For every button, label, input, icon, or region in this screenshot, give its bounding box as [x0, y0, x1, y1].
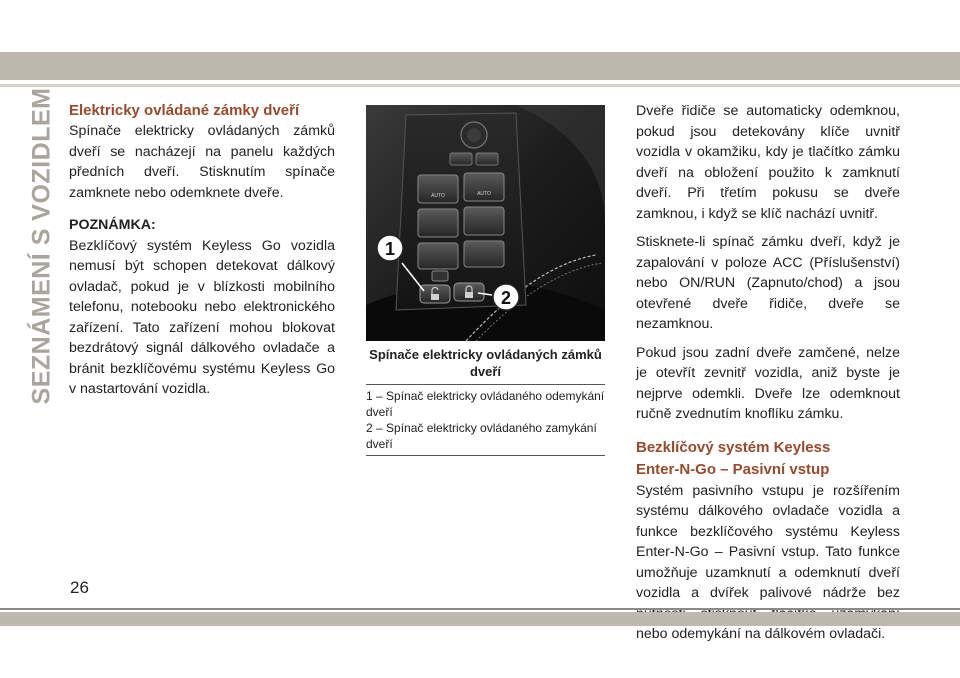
footer-band — [0, 612, 960, 626]
section-heading-power-locks: Elektricky ovládané zámky dveří — [69, 102, 300, 119]
figure-legend — [366, 388, 605, 452]
acc-paragraph: Stisknete-li spínač zámku dveří, když je zapalování v poloze ACC (Příslušenství) nebo ON/RUN (Zapnuto/chod) a jsou otevřené dveře řidiče, dveře se nezamknou. — [636, 234, 900, 332]
heading-line-1: Bezklíčový systém Keyless — [636, 438, 831, 456]
intro-paragraph: Spínače elektricky ovládaných zámků dveří se nacházejí na panelu každých předních dveří. Stisknutím spínače zamknete nebo odemknete dveře. — [69, 123, 335, 201]
svg-text:2: 2 — [500, 288, 512, 308]
top-margin — [0, 0, 960, 60]
footer-rule — [0, 608, 960, 610]
page-number: 26 — [70, 578, 89, 597]
auto-label: AUTO — [477, 191, 491, 197]
legend-item-1: 1 – Spínač elektricky ovládaného odemykání dveří — [366, 389, 605, 419]
note-label: POZNÁMKA: — [69, 217, 156, 233]
callout-1 — [377, 235, 403, 261]
legend-rule — [366, 455, 605, 456]
legend-item-2: 2 – Spínač elektricky ovládaného zamykání dveří — [366, 421, 597, 451]
header-band — [0, 52, 960, 80]
left-column — [69, 101, 335, 400]
right-column — [636, 101, 900, 645]
auto-label: AUTO — [431, 193, 445, 199]
header-rule — [0, 84, 960, 87]
svg-text:1: 1 — [384, 239, 396, 259]
chapter-title: SEZNÁMENÍ S VOZIDLEM — [27, 87, 56, 405]
heading-line-2: Enter-N-Go – Pasivní vstup — [636, 460, 830, 478]
section-heading-keyless — [636, 437, 900, 481]
caption-rule — [366, 384, 605, 385]
passive-entry-paragraph: Systém pasivního vstupu je rozšířením systému dálkového ovladače vozidla a funkce bezklíčového systému Keyless Enter-N-Go – Pasivní vstup. Tato funkce umožňuje uzamknutí a odemknutí dveří vozidla a dvířek palivové nádrže bez nebo odemykání na dálkovém ovladači. — [636, 482, 900, 642]
note-paragraph: Bezklíčový systém Keyless Go vozidla nemusí být schopen detekovat dálkový ovladač, pokud je v blízkosti mobilního telefonu, notebooku nebo elektronického zařízení. Tato zařízení mohou blokovat bezdrátový signál dálkového ovladače a bránit bezklíčovému systému Keyless Go v nastartování vozidla. — [69, 237, 335, 397]
figure-caption: Spínače elektricky ovládaných zámků dveří — [369, 347, 602, 379]
auto-unlock-paragraph: Dveře řidiče se automaticky odemknou, pokud jsou detekovány klíče uvnitř vozidla v okamžiku, kdy je tlačítko zámku dveří na obložení použito k zamknutí dveří. Při třetím pokusu se dveře zamknou, i když se klíč nachází uvnitř. — [636, 103, 900, 222]
rear-doors-paragraph: Pokud jsou zadní dveře zamčené, nelze je otevřít zevnitř vozidla, aniž byste je nejprve odemkli. Dveře lze odemknout ručně zvednutím knoflíku zámku. — [636, 344, 900, 422]
callout-2 — [493, 284, 519, 310]
door-switch-photo — [366, 105, 605, 341]
